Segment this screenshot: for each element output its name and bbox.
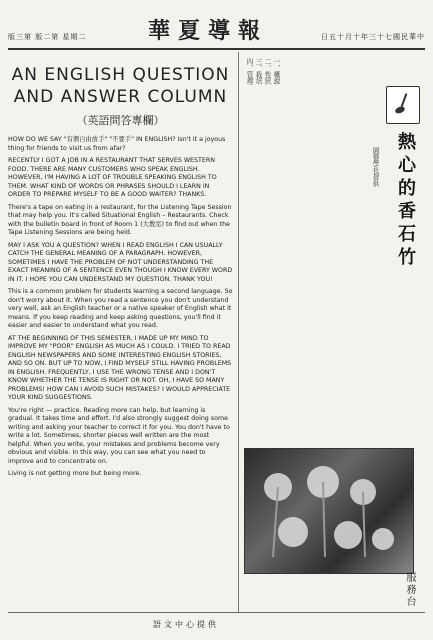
article-body [8, 136, 233, 479]
paragraph-2: RECENTLY I GOT A JOB IN A RESTAURANT THAT SERVES WESTERN FOOD. THERE ARE MANY CUSTOMERS WHO SPEAK ENGLISH. HOWEVER, I'M HAVING A LOT OF TROUBLE SPEAKING ENGLISH TO THEM. WHAT KIND OF WORDS OR PHRASES SHOULD I LEARN IN ORDER TO PREPARE MYSELF TO BE A GOOD WAITER? THANKS. [8, 157, 217, 198]
title-line-1: AN ENGLISH QUESTION [11, 65, 230, 85]
service-desk-label: 服務台 [404, 572, 415, 608]
byline: 園藝學社提供 [371, 147, 379, 187]
carnation-column [242, 52, 425, 612]
section-1-heading: 一、概說 [272, 58, 280, 85]
column-divider [238, 52, 239, 612]
footer-credit: 語文中心提供 [153, 620, 219, 629]
carnation-photo [244, 448, 414, 574]
section-label: 版三第 版二第 星期二 [8, 33, 87, 41]
paragraph-7: You're right — practice. Reading more can help, but learning is gradual. It takes time and effort. I'd also strongly suggest doing some writing and asking your teacher to correct it for you. You don't have to write a lot. Sometimes, shorter pieces well written are the most helpful. When you write, your mistakes and problems become very obvious and visible. In this way, you can see what you need to improve and to concentrate on. [8, 406, 230, 465]
paragraph-6: AT THE BEGINNING OF THIS SEMESTER, I MADE UP MY MIND TO IMPROVE MY "POOR" ENGLISH AS MUCH AS I COULD. I TRIED TO READ ENGLISH NEWSPAPERS AND SOME INTERESTING ENGLISH STORIES, AND SO ON. BUT UP TO NOW, I FIND MYSELF STILL HAVING PROBLEMS IN ENGLISH. FREQUENTLY, I USE THE WRONG TENSE AND I DON'T KNOW WHETHER THE TENSE IS RIGHT OR NOT. OH, I HAVE SO MANY PROBLEMS! HOW CAN I AVOID SUCH MISTAKES? I WOULD APPRECIATE YOUR KIND SUGGESTIONS. [8, 334, 232, 401]
section-4-heading: 四、管理 [245, 58, 253, 85]
article-subtitle: （英語問答專欄） [76, 114, 165, 127]
paragraph-4: MAY I ASK YOU A QUESTION? WHEN I READ ENGLISH I CAN USUALLY CATCH THE GENERAL MEANING OF A PARAGRAPH. HOWEVER, SOMETIMES I HAVE THE PROBLEM OF NOT UNDERSTANDING THE EXACT MEANING OF A SENTENCE EVEN THOUGH I KNOW EVERY WORD IN IT. I HOPE YOU CAN UNDERSTAND MY QUESTION. THANK YOU! [8, 241, 233, 283]
leaf-icon [394, 105, 405, 114]
paragraph-3: There's a tape on eating in a restaurant, for the Listening Tape Session that may help you. It's called Situational English – Restaurants. Check with the bulletin board in front of Room 1 (大教室) to find out when the Tape Listening Sessions are being held. [8, 203, 232, 236]
headline: 熱心的香石竹 [395, 132, 416, 270]
section-2-heading: 二、性狀 [263, 58, 271, 85]
section-3-heading: 三、栽培 [254, 58, 262, 85]
date-label: 日五十月十年三十七國民華中 [321, 33, 425, 41]
column-text [244, 58, 280, 438]
article-title [8, 64, 233, 108]
title-line-2: AND ANSWER COLUMN [13, 87, 228, 107]
masthead: 華夏導報 [148, 18, 269, 44]
paragraph-5: This is a common problem for students learning a second language. So don't worry about it. When you read a sentence you don't understand very well, ask an English teacher or a native speaker of English what it means. If you keep reading and keep asking questions, you'll find it easier and easier to understand what you read. [8, 288, 233, 329]
masthead-bar [8, 8, 425, 50]
flower-logo [386, 86, 420, 124]
page-footer [8, 612, 425, 635]
quote: Living is not getting more but being more. [8, 470, 142, 477]
english-qa-column [8, 52, 233, 612]
flower-image [253, 457, 405, 565]
paragraph-1: HOW DO WE SAY "有個自由放手" "不要手" IN ENGLISH? Isn't it a joyous thing for friends to visit us from afar? [8, 136, 226, 152]
